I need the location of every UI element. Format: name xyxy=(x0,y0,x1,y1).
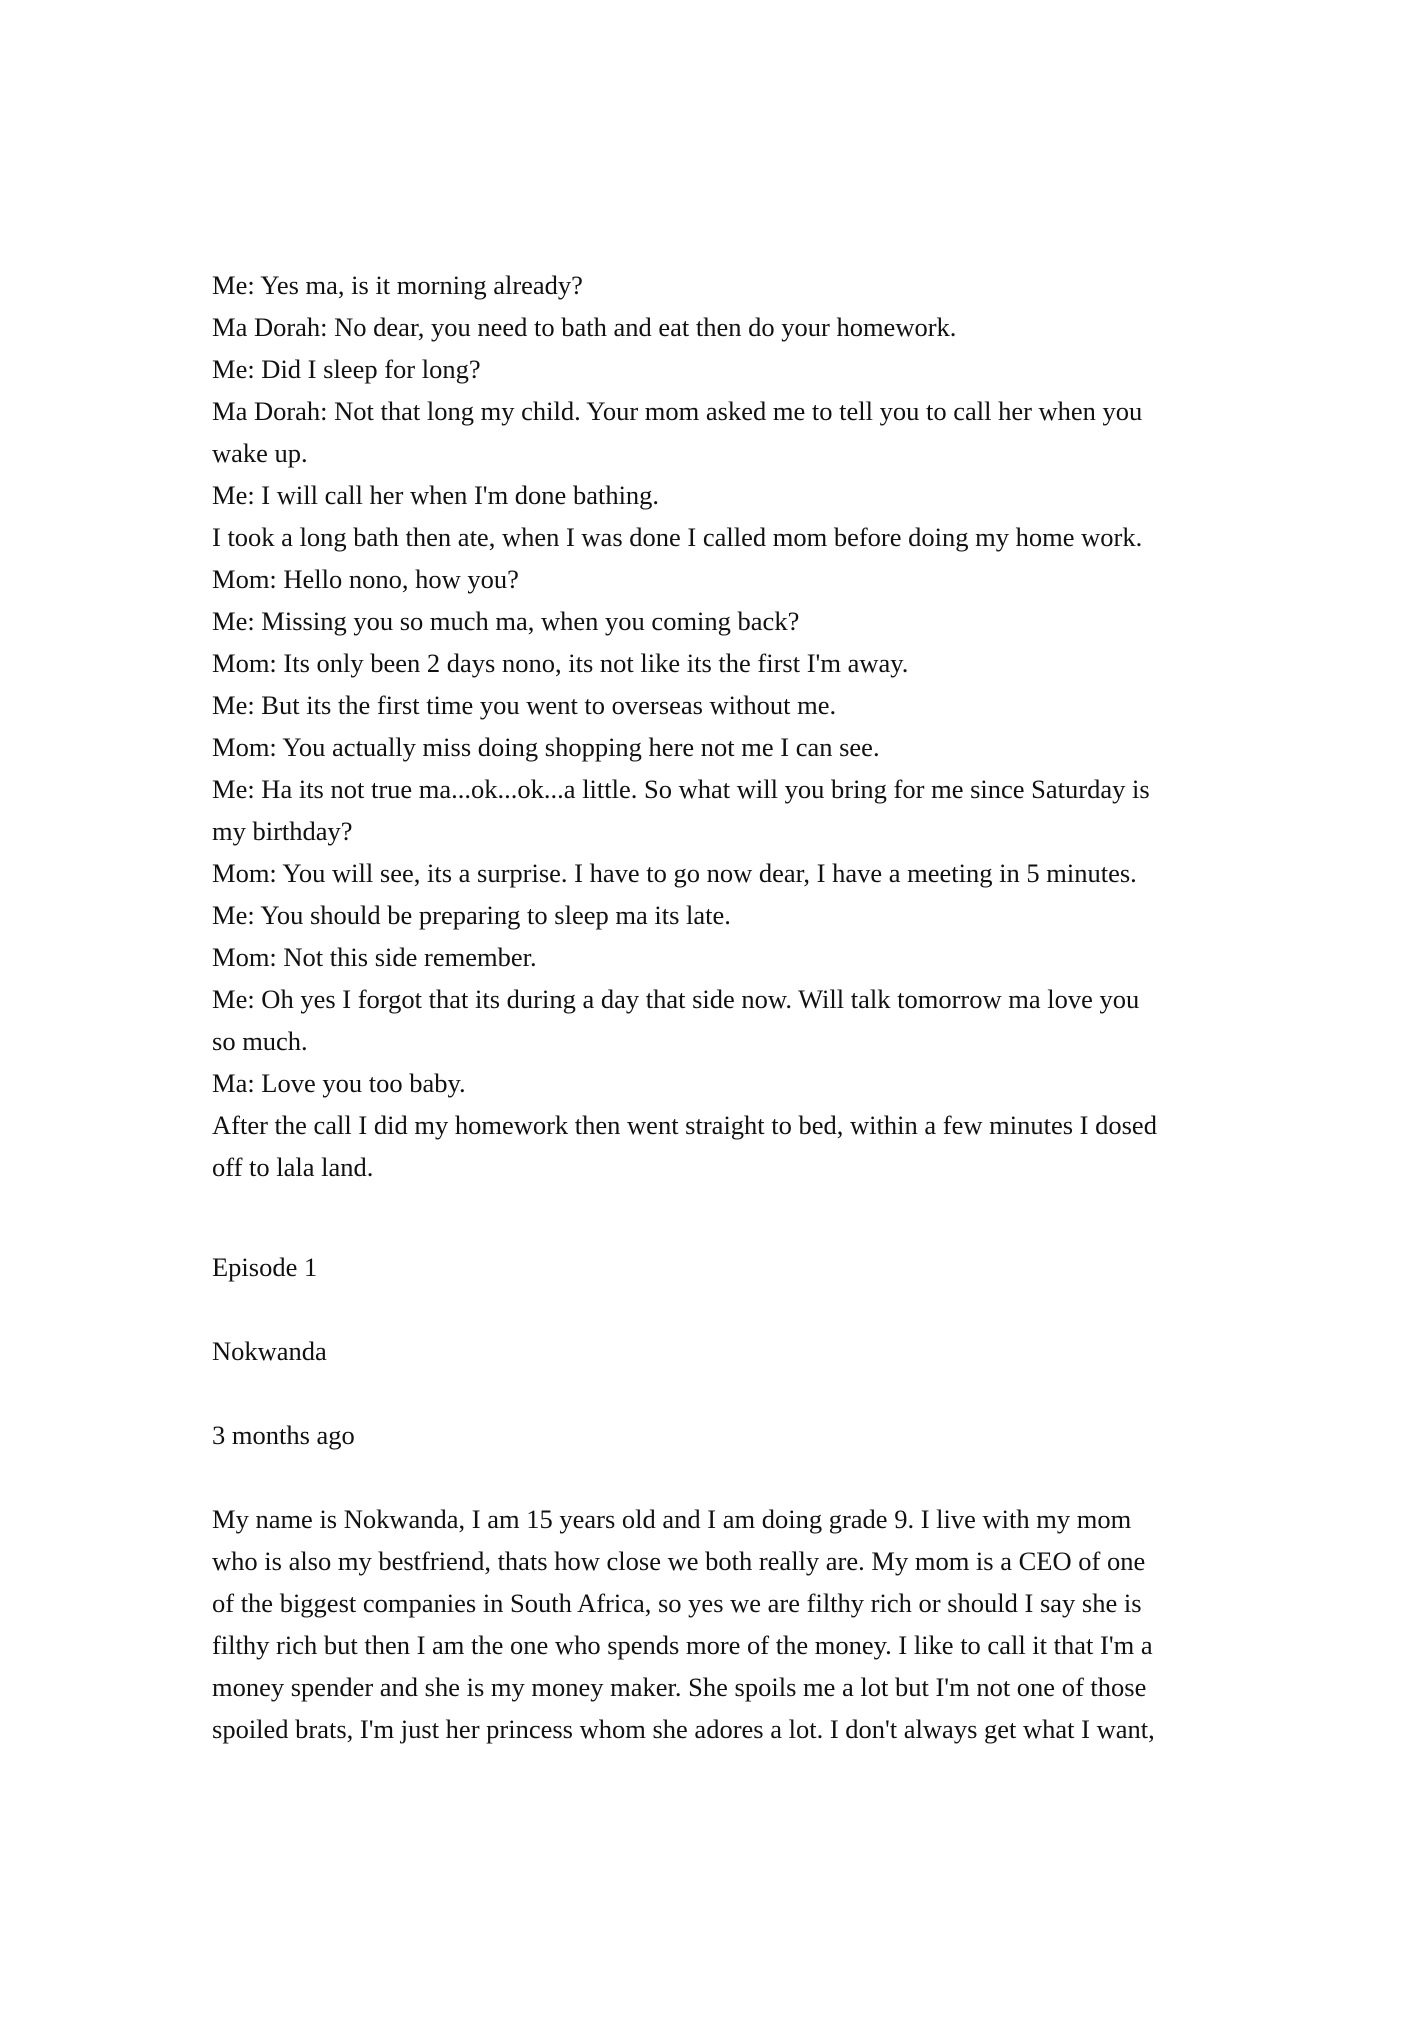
text-line: Me: But its the first time you went to overseas without me. xyxy=(212,690,837,720)
dialogue-entry xyxy=(212,1104,1222,1188)
dialogue-entry xyxy=(212,390,1222,474)
text-line: money spender and she is my money maker. She spoils me a lot but I'm not one of those xyxy=(212,1672,1147,1702)
dialogue-entry xyxy=(212,726,1222,768)
text-line: who is also my bestfriend, thats how close we both really are. My mom is a CEO of one xyxy=(212,1546,1146,1576)
dialogue-entry xyxy=(212,936,1222,978)
text-line: I took a long bath then ate, when I was done I called mom before doing my home work. xyxy=(212,522,1143,552)
text-line: Mom: Its only been 2 days nono, its not like its the first I'm away. xyxy=(212,648,909,678)
dialogue-entry xyxy=(212,348,1222,390)
text-line: Me: I will call her when I'm done bathing. xyxy=(212,480,660,510)
dialogue-entry xyxy=(212,894,1222,936)
text-line: Me: Oh yes I forgot that its during a day that side now. Will talk tomorrow ma love you xyxy=(212,984,1140,1014)
text-line: Me: You should be preparing to sleep ma its late. xyxy=(212,900,731,930)
text-line: filthy rich but then I am the one who spends more of the money. I like to call it that I'm a xyxy=(212,1630,1153,1660)
dialogue-entry xyxy=(212,600,1222,642)
dialogue-entry xyxy=(212,1062,1222,1104)
text-line: My name is Nokwanda, I am 15 years old and I am doing grade 9. I live with my mom xyxy=(212,1504,1132,1534)
dialogue-entry xyxy=(212,558,1222,600)
text-line: spoiled brats, I'm just her princess whom she adores a lot. I don't always get what I want, xyxy=(212,1714,1155,1744)
text-line: After the call I did my homework then went straight to bed, within a few minutes I dosed xyxy=(212,1110,1157,1140)
dialogue-entry xyxy=(212,684,1222,726)
text-line: Mom: You actually miss doing shopping here not me I can see. xyxy=(212,732,880,762)
dialogue-entry xyxy=(212,852,1222,894)
dialogue-section xyxy=(212,264,1222,1188)
dialogue-entry xyxy=(212,474,1222,516)
episode-header xyxy=(212,1246,1222,1456)
text-line: Mom: Not this side remember. xyxy=(212,942,537,972)
narrator-name: Nokwanda xyxy=(212,1336,327,1366)
page-content xyxy=(212,264,1222,1750)
text-line: wake up. xyxy=(212,438,308,468)
text-line: Me: Yes ma, is it morning already? xyxy=(212,270,583,300)
text-line: of the biggest companies in South Africa, so yes we are filthy rich or should I say she is xyxy=(212,1588,1142,1618)
text-line: so much. xyxy=(212,1026,308,1056)
dialogue-entry xyxy=(212,642,1222,684)
text-line: Ma: Love you too baby. xyxy=(212,1068,466,1098)
text-line: Me: Missing you so much ma, when you coming back? xyxy=(212,606,800,636)
text-line: my birthday? xyxy=(212,816,353,846)
text-line: off to lala land. xyxy=(212,1152,374,1182)
text-line: Mom: You will see, its a surprise. I have to go now dear, I have a meeting in 5 minutes. xyxy=(212,858,1137,888)
time-marker: 3 months ago xyxy=(212,1420,355,1450)
dialogue-entry xyxy=(212,978,1222,1062)
dialogue-entry xyxy=(212,306,1222,348)
text-line: Mom: Hello nono, how you? xyxy=(212,564,519,594)
text-line: Me: Did I sleep for long? xyxy=(212,354,481,384)
text-line: Ma Dorah: No dear, you need to bath and eat then do your homework. xyxy=(212,312,957,342)
dialogue-entry xyxy=(212,264,1222,306)
dialogue-entry xyxy=(212,516,1222,558)
dialogue-entry xyxy=(212,768,1222,852)
text-line: Ma Dorah: Not that long my child. Your mom asked me to tell you to call her when you xyxy=(212,396,1143,426)
intro-paragraph xyxy=(212,1498,1222,1750)
text-line: Me: Ha its not true ma...ok...ok...a little. So what will you bring for me since Saturday is xyxy=(212,774,1150,804)
episode-title: Episode 1 xyxy=(212,1252,318,1282)
